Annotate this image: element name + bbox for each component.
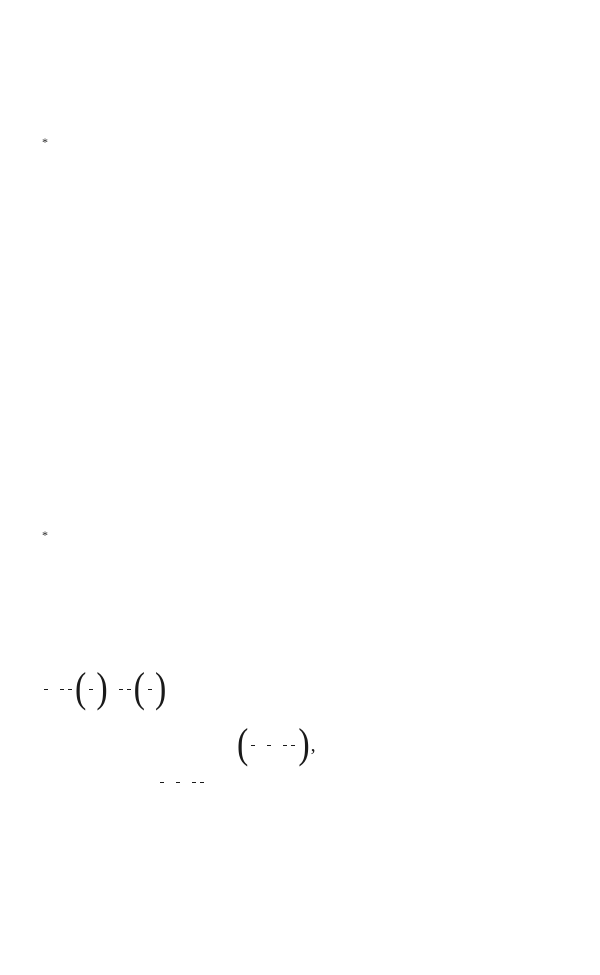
text-line: *	[42, 528, 48, 543]
equation-7-line-3	[158, 782, 212, 783]
text-line: *	[42, 135, 48, 150]
equation-7-line-1: ( ) ( )	[42, 672, 171, 706]
equation-7-line-2: ( ) ,	[237, 721, 316, 768]
